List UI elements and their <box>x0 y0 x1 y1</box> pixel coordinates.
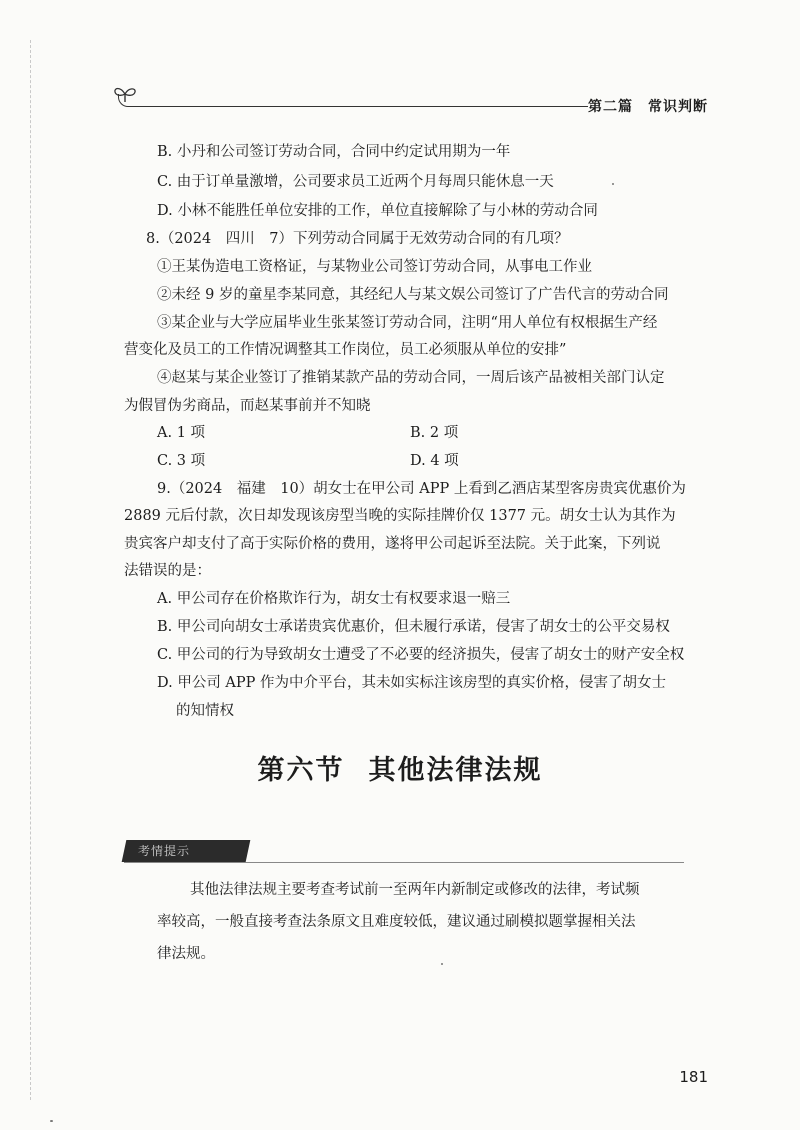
q9-stem: 9.（2024 福建 10）胡女士在甲公司 APP 上看到乙酒店某型客房贵宾优惠价为 <box>157 481 686 497</box>
intro-line-1: 其他法律法规主要考查考试前一至两年内新制定或修改的法律，考试频 <box>190 882 640 898</box>
q8-option-b: B. 2 项 <box>410 425 459 441</box>
q9-stem-3: 贵宾客户却支付了高于实际价格的费用，遂将甲公司起诉至法院。关于此案，下列说 <box>124 536 661 552</box>
section-name: 其他法律法规 <box>368 755 543 786</box>
exam-tip-tag <box>122 840 251 862</box>
tag-rule <box>124 862 684 863</box>
q9-option-a: A. 甲公司存在价格欺诈行为，胡女士有权要求退一赔三 <box>157 591 511 607</box>
q8-option-c: C. 3 项 <box>157 453 206 469</box>
q9-stem-4: 法错误的是： <box>124 563 211 579</box>
q8-option-d: D. 4 项 <box>410 453 459 469</box>
q8-item-1: ①王某伪造电工资格证，与某物业公司签订劳动合同，从事电工作业 <box>157 259 592 275</box>
q8-item-3: ③某企业与大学应届毕业生张某签订劳动合同，注明“用人单位有权根据生产经 <box>157 315 658 331</box>
scan-speck <box>441 963 443 965</box>
scan-speck <box>612 183 614 185</box>
intro-line-2: 率较高，一般直接考查法条原文且难度较低，建议通过刷模拟题掌握相关法 <box>157 914 636 930</box>
q9-option-d-cont: 的知情权 <box>176 703 234 719</box>
q9-option-c: C. 甲公司的行为导致胡女士遭受了不必要的经济损失，侵害了胡女士的财产安全权 <box>157 647 685 663</box>
q8-option-a: A. 1 项 <box>157 425 206 441</box>
scan-speck <box>50 1120 53 1122</box>
q7-option-d: D. 小林不能胜任单位安排的工作，单位直接解除了与小林的劳动合同 <box>157 203 598 219</box>
page-number: 181 <box>679 1068 708 1086</box>
q8-item-4-cont: 为假冒伪劣商品，而赵某事前并不知晓 <box>124 398 371 414</box>
q9-option-d: D. 甲公司 APP 作为中介平台，其未如实标注该房型的真实价格，侵害了胡女士 <box>157 675 667 691</box>
q7-option-b: B. 小丹和公司签订劳动合同，合同中约定试用期为一年 <box>157 144 511 160</box>
header-rule <box>130 106 588 107</box>
binding-edge <box>30 40 31 1100</box>
exam-tip-label: 考情提示 <box>138 844 191 858</box>
q9-stem-2: 2889 元后付款，次日却发现该房型当晚的实际挂牌价仅 1377 元。胡女士认为其作为 <box>124 508 676 524</box>
running-header: 第二篇 常识判断 <box>588 99 708 115</box>
q8-item-4: ④赵某与某企业签订了推销某款产品的劳动合同，一周后该产品被相关部门认定 <box>157 370 665 386</box>
intro-line-3: 律法规。 <box>157 946 215 962</box>
q8-item-3-cont: 营变化及员工的工作情况调整其工作岗位，员工必须服从单位的安排” <box>124 342 567 358</box>
q8-stem: 8.（2024 四川 7）下列劳动合同属于无效劳动合同的有几项？ <box>146 231 569 247</box>
q7-option-c: C. 由于订单量激增，公司要求员工近两个月每周只能休息一天 <box>157 174 554 190</box>
section-number: 第六节 <box>257 755 345 786</box>
q9-option-b: B. 甲公司向胡女士承诺贵宾优惠价，但未履行承诺，侵害了胡女士的公平交易权 <box>157 619 670 635</box>
q8-item-2: ②未经 9 岁的童星李某同意，其经纪人与某文娱公司签订了广告代言的劳动合同 <box>157 287 669 303</box>
section-title <box>0 748 800 787</box>
